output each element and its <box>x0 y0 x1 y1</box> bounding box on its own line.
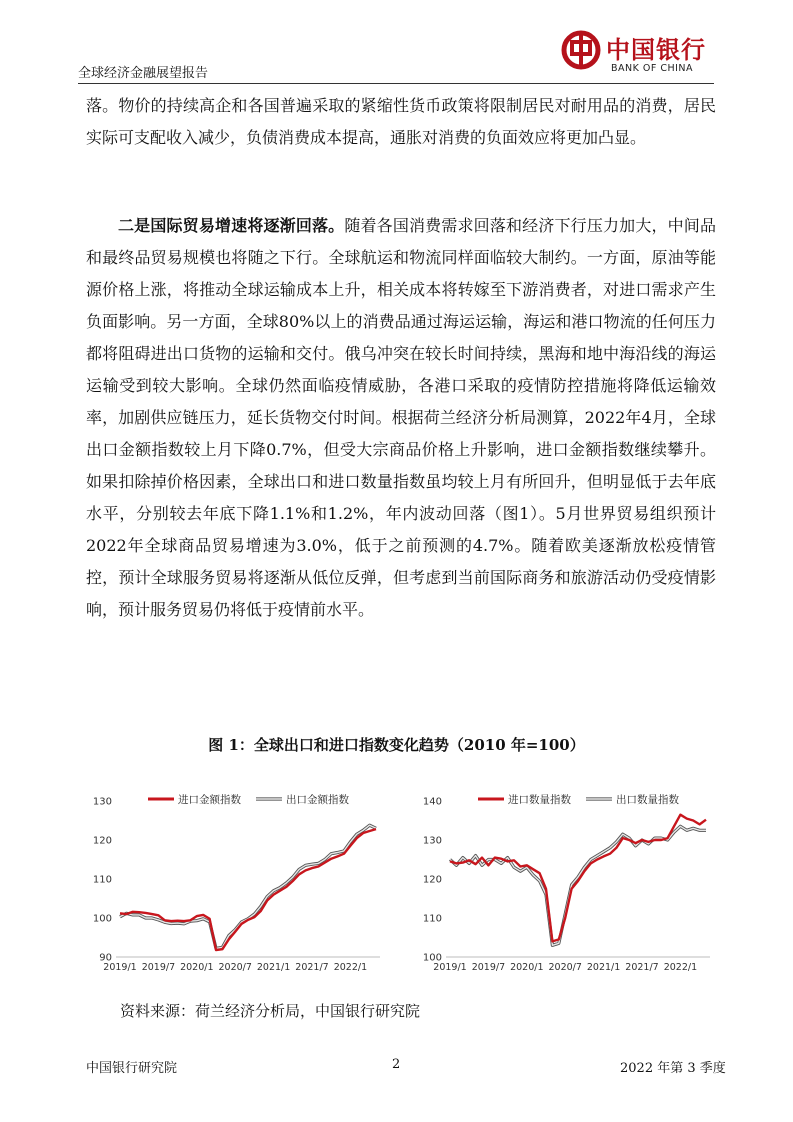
y-tick-label: 110 <box>92 874 112 886</box>
x-tick-label: 2021/7 <box>625 962 659 973</box>
y-tick-label: 90 <box>99 952 112 964</box>
paragraph-body: 随着各国消费需求回落和经济下行压力加大，中间品和最终品贸易规模也将随之下行。全球航运和物流同样面临较大制约。一方面，原油等能源价格上涨，将推动全球运输成本上升，相关成本将转嫁至下游消费者，对进口需求产生负面影响。另一方面，全球80%以上的消费品通过海运运输，海运和港口物流的任何压力都将阻碍进出口货物的运输和交付。俄乌冲突在较长时间持续，黑海和地中海沿线的海运运输受到较大影响。全球仍然面临疫情威胁，各港口采取的疫情防控措施将降低运输效率，加剧供应链压力，延长货物交付时间。根据荷兰经济分析局测算，2022年4月，全球出口金额指数较上月下降0.7%，但受大宗商品价格上升影响，进口金额指数继续攀升。如果扣除掉价格因素，全球出口和进口数量指数虽均较上月有所回升，但明显低于去年底水平，分别较去年底下降1.1%和1.2%，年内波动回落（图1）。5月世界贸易组织预计2022年全球商品贸易增速为3.0%，低于之前预测的4.7%。随着欧美逐渐放松疫情管控，预计全球服务贸易将逐渐从低位反弹，但考虑到当前国际商务和旅游活动仍受疫情影响，预计服务贸易仍将低于疫情前水平。 <box>86 216 716 619</box>
series-line-outline <box>120 825 376 948</box>
value-index-chart <box>88 785 388 975</box>
legend-label-import: 进口数量指数 <box>508 794 571 806</box>
bank-logo <box>559 28 715 80</box>
x-tick-label: 2020/7 <box>548 962 582 973</box>
paragraph-lead: 二是国际贸易增速将逐渐回落。 <box>118 216 345 235</box>
footer-institute: 中国银行研究院 <box>86 1061 178 1076</box>
y-tick-label: 100 <box>92 913 112 925</box>
logo-chinese-text: 中国银行 <box>606 35 706 64</box>
bank-of-china-emblem-icon <box>561 30 601 70</box>
paragraph-consumption: 落。物价的持续高企和各国普遍采取的紧缩性货币政策将限制居民对耐用品的消费，居民实际可支配收入减少，负债消费成本提高，通胀对消费的负面效应将更加凸显。 <box>86 96 716 147</box>
series-line-outline <box>450 826 706 945</box>
page-number: 2 <box>392 1057 401 1072</box>
x-tick-label: 2022/1 <box>333 962 368 973</box>
legend-label-export: 出口金额指数 <box>286 794 349 806</box>
y-tick-label: 130 <box>92 796 112 808</box>
figure-title: 图 1：全球出口和进口指数变化趋势（2010 年=100） <box>208 736 585 754</box>
chart-legend <box>148 793 349 806</box>
y-tick-label: 120 <box>92 835 112 847</box>
x-tick-label: 2019/1 <box>103 962 137 973</box>
report-title: 全球经济金融展望报告 <box>78 66 209 81</box>
x-tick-label: 2021/7 <box>295 962 329 973</box>
chart-legend <box>478 793 679 806</box>
x-tick-label: 2021/1 <box>256 962 291 973</box>
paragraph-trade <box>86 210 716 626</box>
x-tick-label: 2021/1 <box>586 962 621 973</box>
y-tick-label: 120 <box>422 874 442 886</box>
x-tick-label: 2019/7 <box>471 962 506 973</box>
y-tick-label: 130 <box>422 835 442 847</box>
legend-label-export: 出口数量指数 <box>616 794 679 806</box>
series-line-import <box>120 829 376 950</box>
logo-english-text: BANK OF CHINA <box>611 63 694 74</box>
x-tick-label: 2020/1 <box>180 962 214 973</box>
y-tick-label: 100 <box>422 952 442 964</box>
x-tick-label: 2022/1 <box>663 962 698 973</box>
y-tick-label: 110 <box>422 913 442 925</box>
series-line-export <box>450 826 706 945</box>
series-line-export <box>120 825 376 948</box>
x-tick-label: 2020/1 <box>510 962 544 973</box>
header-divider <box>78 83 714 84</box>
footer-period: 2022 年第 3 季度 <box>620 1061 726 1076</box>
legend-label-import: 进口金额指数 <box>178 794 241 806</box>
x-tick-label: 2019/1 <box>433 962 467 973</box>
figure-source: 资料来源：荷兰经济分析局，中国银行研究院 <box>120 1002 421 1020</box>
x-tick-label: 2020/7 <box>218 962 252 973</box>
y-tick-label: 140 <box>422 796 442 808</box>
x-tick-label: 2019/7 <box>141 962 176 973</box>
volume-index-chart <box>418 785 718 975</box>
